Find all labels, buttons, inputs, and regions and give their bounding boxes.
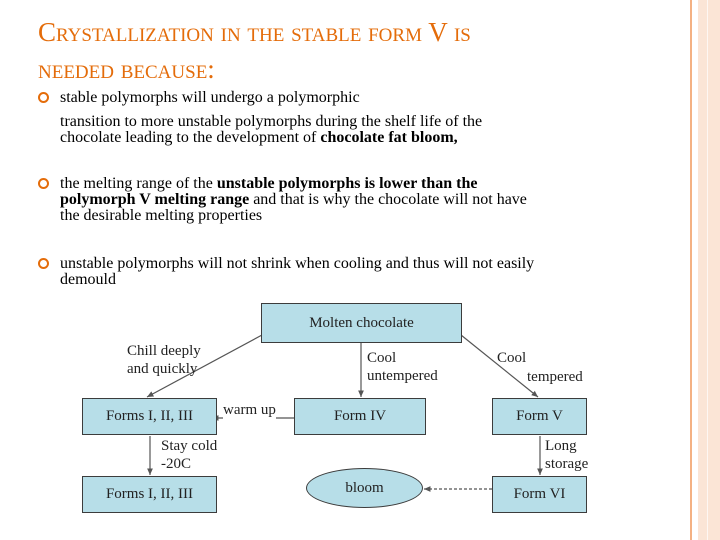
label-cool-tempered-line-1: Cool (497, 350, 527, 366)
label-stay-cold-line-1: Stay cold (161, 438, 218, 454)
bullet-1-line-1: stable polymorphs will undergo a polymorphic (60, 89, 360, 106)
label-stay-cold-line-2: -20C (161, 456, 191, 472)
ellipse-bloom: bloom (306, 468, 423, 508)
box-form-vi: Form VI (492, 476, 587, 513)
box-forms-i-ii-iii-bottom: Forms I, II, III (82, 476, 217, 513)
box-form-v: Form V (492, 398, 587, 435)
bullet-1-line-2: transition to more unstable polymorphs during the shelf life of the (60, 113, 483, 130)
bullet-3-line-1: unstable polymorphs will not shrink when cooling and thus will not easily (60, 255, 535, 272)
label-cool-untempered-line-1: Cool (367, 350, 397, 366)
label-chill-line-2: and quickly (127, 361, 198, 377)
bullet-2-emphasis-1: unstable polymorphs is lower than the (216, 175, 478, 192)
bullet-2-emphasis-2: polymorph V melting range (60, 191, 250, 208)
label-long-storage-line-2: storage (545, 456, 589, 472)
bullet-3-line-2: demould (60, 271, 116, 288)
bullet-1-emphasis: chocolate fat bloom, (320, 129, 458, 146)
box-molten-chocolate: Molten chocolate (261, 303, 462, 343)
bullet-2-line-2-text: and that is why the chocolate will not have (249, 191, 527, 208)
slide-title-line-2: needed because: (38, 54, 215, 84)
bullet-2-line-3: the desirable melting properties (60, 207, 263, 224)
label-warm-up: warm up (223, 402, 276, 418)
bullet-1-line-3-text: chocolate leading to the development of (60, 129, 321, 146)
bullet-2-line-1-text: the melting range of the (60, 175, 217, 192)
label-chill-line-1: Chill deeply (127, 343, 201, 359)
slide-title-line-1: Crystallization in the stable form V is (38, 17, 471, 47)
box-form-iv: Form IV (294, 398, 426, 435)
label-cool-untempered-line-2: untempered (367, 368, 438, 384)
box-forms-i-ii-iii-top: Forms I, II, III (82, 398, 217, 435)
label-long-storage-line-1: Long (545, 438, 577, 454)
label-cool-tempered-line-2: tempered (527, 369, 583, 385)
